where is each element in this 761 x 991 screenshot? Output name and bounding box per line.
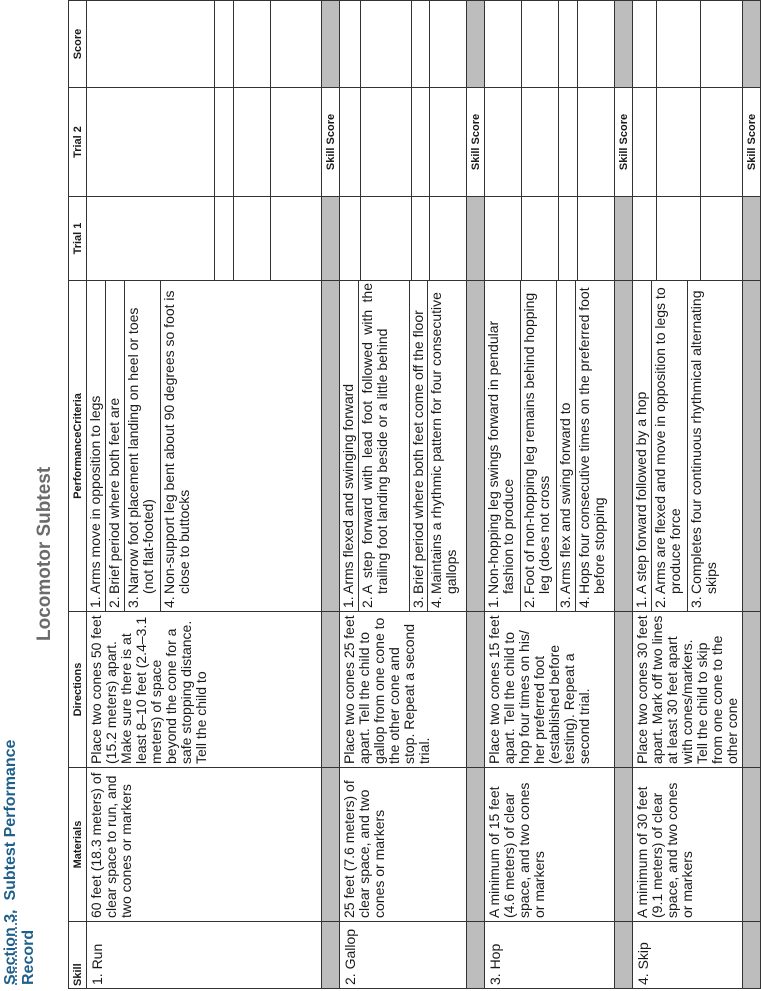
skill-score-label: Skill Score — [467, 88, 485, 197]
criterion-item: 1. A step forward followed by a hop — [633, 281, 652, 611]
trial2-cell[interactable] — [656, 88, 700, 197]
criterion-item: 2. A step forward with lead foot followed with the trailing foot landing beside or a little behind — [359, 281, 410, 611]
skill-score-row — [467, 1, 485, 989]
criterion-item: 4. Hops four consecutive times on the preferred foot before stopping — [576, 287, 607, 608]
criterion-item: 1. Arms flexed and swinging forward — [340, 281, 359, 611]
trial1-cell[interactable] — [522, 197, 559, 281]
materials-cell: 25 feet (7.6 meters) of clear space, and two cones or markers — [340, 768, 467, 922]
header-row — [69, 1, 87, 989]
trial1-cell[interactable] — [701, 197, 743, 281]
col-skill: Skill — [69, 922, 87, 989]
trial1-cell[interactable] — [485, 197, 522, 281]
criteria-cell — [633, 281, 743, 612]
trial1-cell[interactable] — [234, 197, 271, 281]
skill-score-label: Skill Score — [743, 88, 761, 197]
skill-row-run — [87, 1, 215, 989]
score-cell[interactable] — [578, 1, 615, 88]
trial2-cell[interactable] — [340, 88, 361, 197]
skill-row-skip — [633, 1, 657, 989]
trial2-cell[interactable] — [578, 88, 615, 197]
trial2-cell[interactable] — [215, 88, 234, 197]
trial2-cell[interactable] — [87, 88, 215, 197]
criterion-item: 4. Maintains a rhythmic pattern for four consecutive gallops — [428, 292, 459, 608]
performance-table — [68, 0, 761, 989]
criterion-item: 2. Foot of non-hopping leg remains behind hopping leg (does not cross — [521, 281, 557, 611]
trial1-cell[interactable] — [656, 197, 700, 281]
criterion-item: 3. Brief period where both feet come off the floor — [410, 281, 428, 611]
criteria-cell — [485, 281, 615, 612]
trial1-cell[interactable] — [633, 197, 657, 281]
skill-score-cell[interactable] — [467, 1, 485, 88]
directions-cell: Place two cones 50 feet (15.2 meters) apart. Make sure there is at least 8–10 feet (2.4–3.1 meters) of space beyond the cone for a safe stopping distance. Tell the child to — [87, 612, 322, 768]
materials-cell: A minimum of 30 feet (9.1 meters) of clear space, and two cones or markers — [633, 768, 743, 922]
score-cell[interactable] — [234, 1, 271, 88]
score-cell[interactable] — [412, 1, 430, 88]
trial1-cell[interactable] — [215, 197, 234, 281]
criterion-item: 3. Narrow foot placement landing on heel or toes (not flat-footed) — [125, 281, 161, 611]
trial1-cell[interactable] — [271, 197, 322, 281]
trial2-cell[interactable] — [234, 88, 271, 197]
criteria-cell — [87, 281, 322, 612]
trial1-cell[interactable] — [430, 197, 467, 281]
col-criteria: PerformanceCriteria — [69, 281, 87, 612]
trial1-cell[interactable] — [87, 197, 215, 281]
skill-score-label: Skill Score — [615, 88, 633, 197]
directions-cell: Place two cones 15 feet apart. Tell the child to hop four times on his/ her preferred foot (established before testing). Repeat a second trial. — [485, 612, 615, 768]
skill-score-cell[interactable] — [615, 1, 633, 88]
score-cell[interactable] — [430, 1, 467, 88]
criterion-item: 4. Non-support leg bent about 90 degrees so foot is close to buttocks — [161, 290, 192, 608]
directions-cell: Place two cones 25 feet apart. Tell the child to gallop from one cone to the other cone and stop. Repeat a second trial. — [340, 612, 467, 768]
skill-row-gallop — [340, 1, 361, 989]
trial2-cell[interactable] — [485, 88, 522, 197]
skill-name: 1. Run — [87, 922, 322, 989]
trial2-cell[interactable] — [361, 88, 412, 197]
directions-cell: Place two cones 30 feet apart. Mark off two lines at least 30 feet apart with cones/markers. Tell the child to skip from one cone to the other cone — [633, 612, 743, 768]
criterion-item: 1. Non-hopping leg swings forward in pendular fashion to produce — [485, 281, 521, 611]
score-cell[interactable] — [522, 1, 559, 88]
trial1-cell[interactable] — [340, 197, 361, 281]
materials-cell: A minimum of 15 feet (4.6 meters) of clear space, and two cones or markers — [485, 768, 615, 922]
criterion-item: 2. Brief period where both feet are — [106, 281, 125, 611]
trial2-cell[interactable] — [701, 88, 743, 197]
criterion-item: 1. Arms move in opposition to legs — [87, 281, 106, 611]
trial1-cell[interactable] — [361, 197, 412, 281]
trial1-cell[interactable] — [578, 197, 615, 281]
score-cell[interactable] — [701, 1, 743, 88]
score-cell[interactable] — [633, 1, 657, 88]
col-directions: Directions — [69, 612, 87, 768]
score-cell[interactable] — [485, 1, 522, 88]
score-cell[interactable] — [361, 1, 412, 88]
col-trial2: Trial 2 — [69, 88, 87, 197]
skill-score-row — [743, 1, 761, 989]
score-cell[interactable] — [656, 1, 700, 88]
skill-score-row — [322, 1, 340, 989]
materials-cell: 60 feet (18.3 meters) of clear space to run, and two cones or markers — [87, 768, 322, 922]
trial1-cell[interactable] — [412, 197, 430, 281]
criterion-item: 3. Completes four continuous rhythmical alternating skips — [688, 290, 719, 608]
skill-name: 4. Skip — [633, 922, 743, 989]
score-cell[interactable] — [271, 1, 322, 88]
score-cell[interactable] — [559, 1, 578, 88]
skill-score-row — [615, 1, 633, 989]
criterion-item: 3. Arms flex and swing forward to — [557, 281, 576, 611]
trial1-cell[interactable] — [559, 197, 578, 281]
trial2-cell[interactable] — [633, 88, 657, 197]
criterion-item: 2. Arms are flexed and move in opposition to legs to produce force — [652, 281, 688, 611]
trial2-cell[interactable] — [559, 88, 578, 197]
section-number: Section 3. — [2, 909, 19, 985]
score-cell[interactable] — [215, 1, 234, 88]
col-score: Score — [69, 1, 87, 88]
section-heading — [2, 725, 38, 985]
skill-name: 2. Gallop — [340, 922, 467, 989]
score-cell[interactable] — [340, 1, 361, 88]
section-title: Subtest Performance Record — [2, 739, 37, 985]
skill-score-cell[interactable] — [743, 1, 761, 88]
skill-score-cell[interactable] — [322, 1, 340, 88]
skill-name: 3. Hop — [485, 922, 615, 989]
trial2-cell[interactable] — [271, 88, 322, 197]
trial2-cell[interactable] — [412, 88, 430, 197]
score-cell[interactable] — [87, 1, 215, 88]
criteria-cell — [340, 281, 467, 612]
skill-score-label: Skill Score — [322, 88, 340, 197]
col-trial1: Trial 1 — [69, 197, 87, 281]
trial2-cell[interactable] — [430, 88, 467, 197]
trial2-cell[interactable] — [522, 88, 559, 197]
skill-row-hop — [485, 1, 522, 989]
col-materials: Materials — [69, 768, 87, 922]
subtest-title: Locomotor Subtest — [34, 466, 55, 641]
